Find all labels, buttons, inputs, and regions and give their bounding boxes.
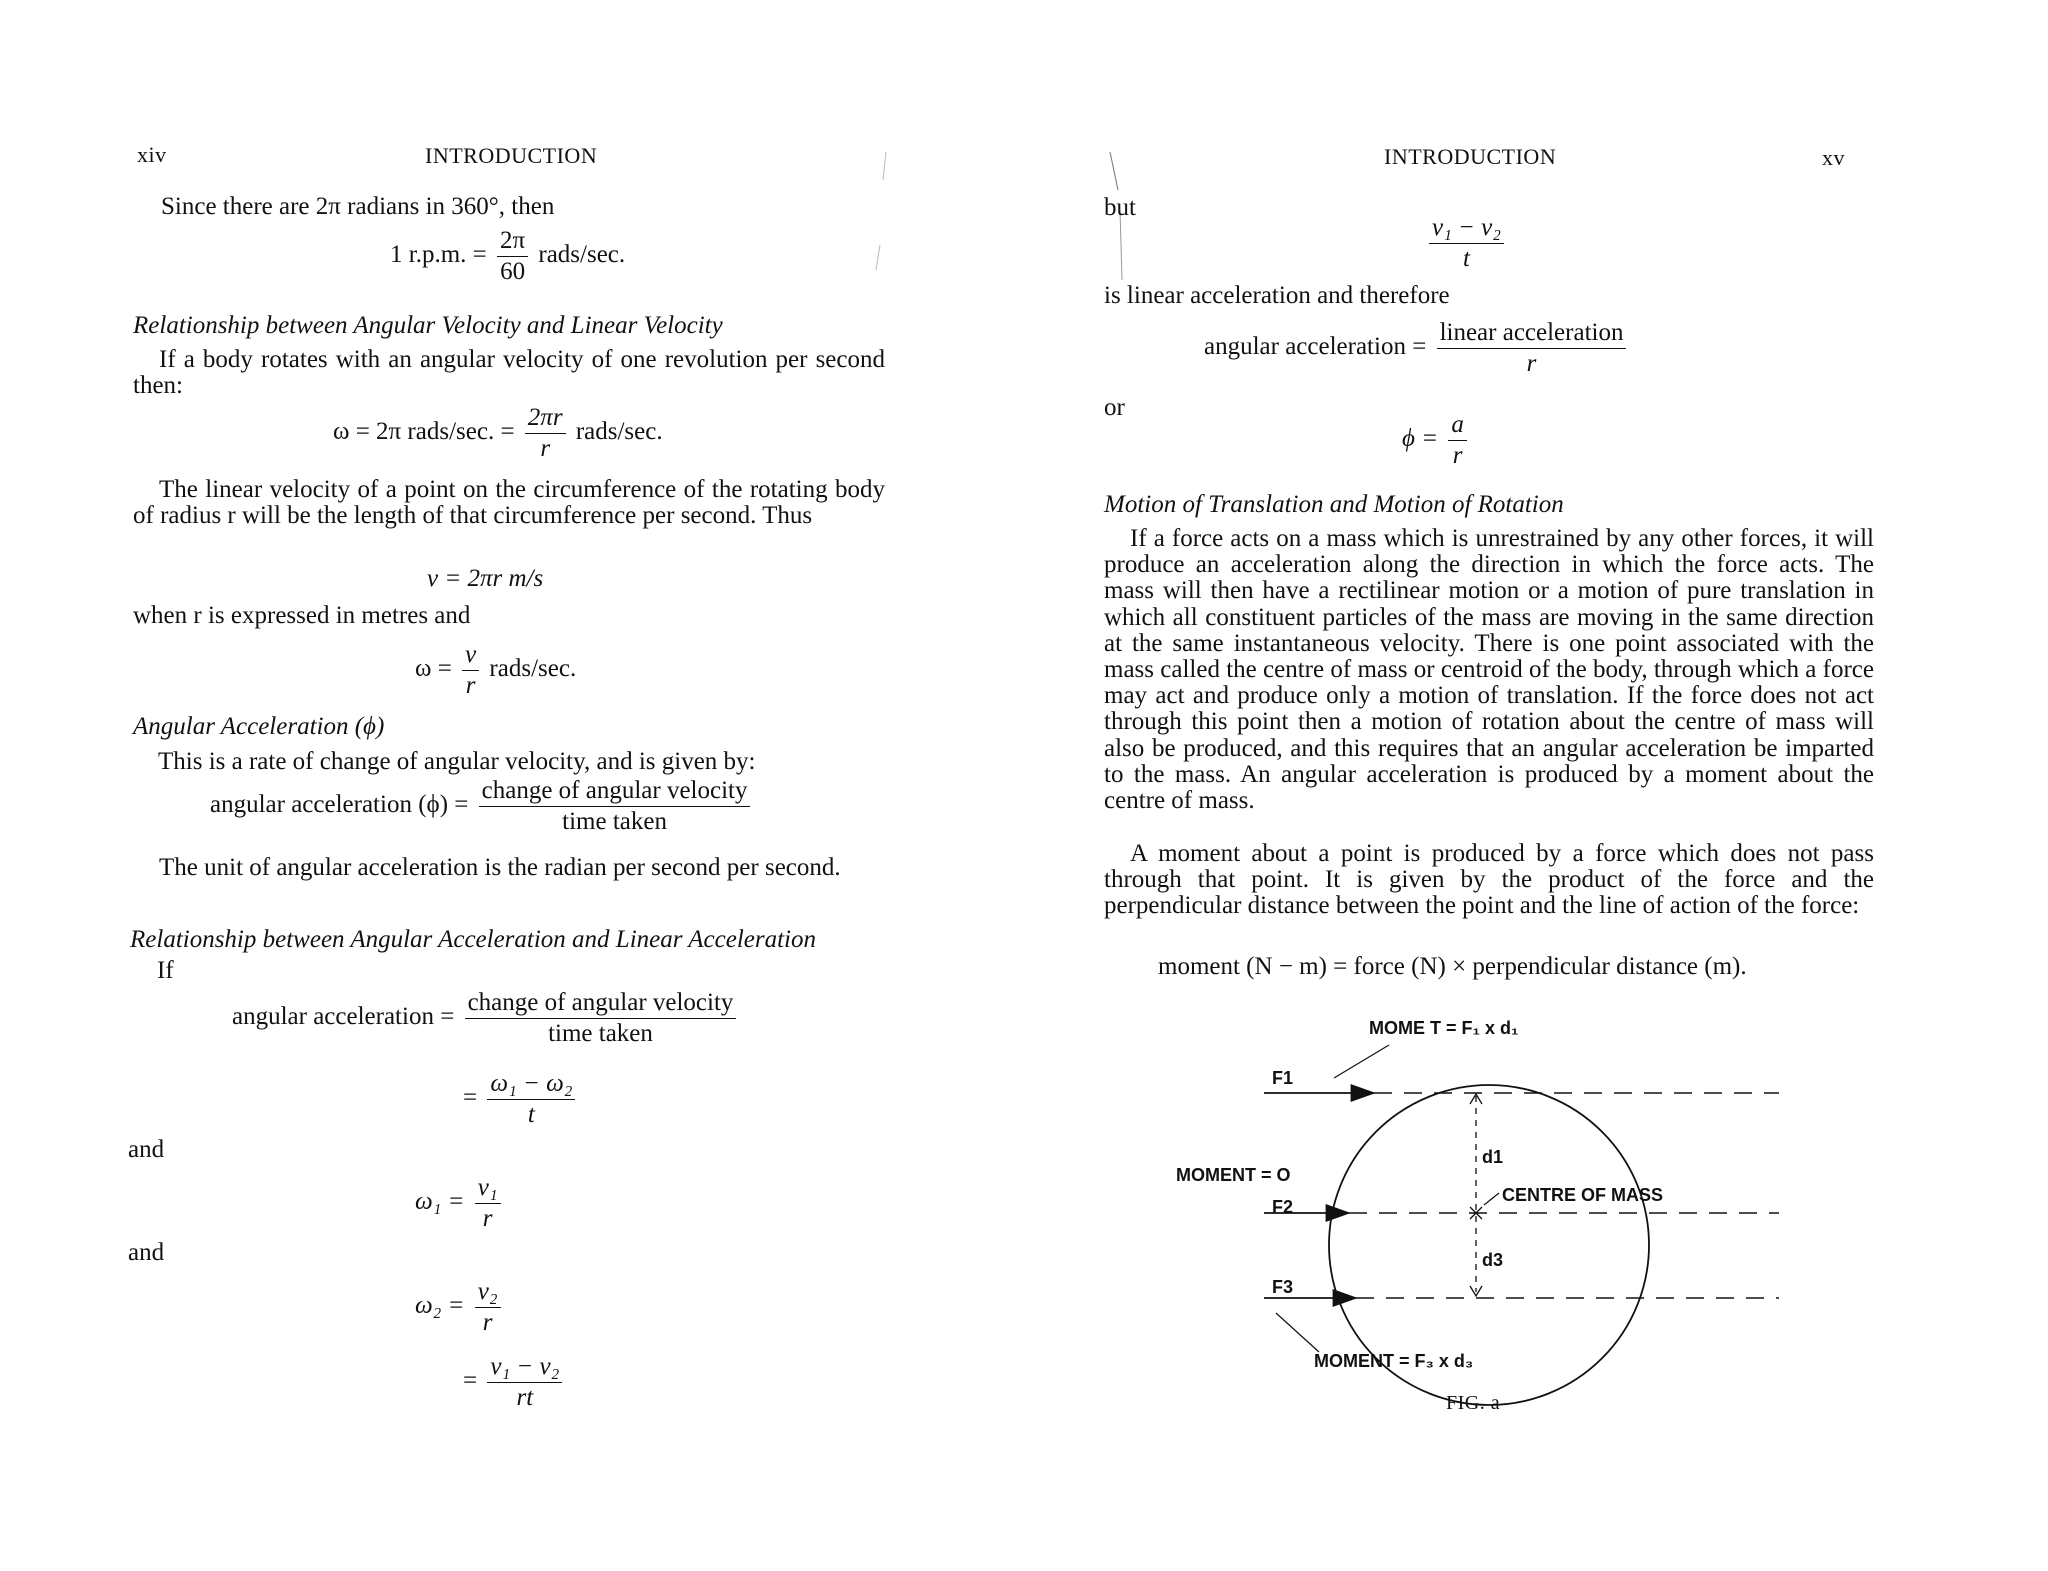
fraction	[475, 1173, 501, 1234]
equation-angular-acceleration	[210, 776, 754, 837]
paragraph	[1104, 841, 1874, 920]
eq-lhs: =	[463, 1367, 478, 1395]
when-line: when r is expressed in metres and	[133, 602, 471, 629]
intro-line: Since there are 2π radians in 360°, then	[161, 193, 555, 220]
eq-lhs: ω = 2π rads/sec. =	[333, 418, 515, 446]
paragraph-text: The linear velocity of a point on the circumference of the rotating body of radius r will be the length of that circumference per second. Thus	[133, 476, 885, 530]
denominator: r	[1452, 442, 1463, 469]
but-word: but	[1104, 194, 1136, 221]
section-heading: Angular Acceleration (ϕ)	[133, 713, 385, 740]
paragraph	[133, 347, 885, 399]
denominator: rt	[516, 1384, 534, 1411]
eq-lhs: ω₂ =	[415, 1292, 465, 1320]
distance-label-d1: d1	[1482, 1147, 1504, 1167]
numerator: a	[1448, 410, 1467, 441]
denominator: r	[482, 1309, 493, 1336]
right-page	[1024, 0, 2048, 1571]
eq-rhs: rads/sec.	[538, 241, 626, 269]
moment-zero-label: MOMENT = O	[1176, 1165, 1291, 1185]
denominator: r	[465, 672, 476, 699]
eq-lhs: angular acceleration =	[1204, 333, 1427, 361]
numerator: v₁ − v₂	[487, 1352, 562, 1383]
fraction	[465, 988, 737, 1049]
moment-figure	[1174, 1000, 1804, 1430]
denominator: r	[482, 1205, 493, 1232]
fraction	[525, 403, 566, 464]
numerator: linear acceleration	[1437, 318, 1627, 349]
numerator: ω₁ − ω₂	[487, 1069, 575, 1100]
section-heading: Relationship between Angular Acceleration and Linear Acceleration	[130, 926, 816, 953]
fraction	[479, 776, 751, 837]
equation-omega2	[415, 1277, 505, 1338]
numerator: change of angular velocity	[465, 988, 737, 1019]
force-label-f3: F3	[1272, 1277, 1294, 1297]
equation-rpm	[390, 226, 625, 287]
margin-scratch-marks	[850, 150, 890, 290]
denominator: t	[527, 1101, 535, 1128]
denominator: t	[1463, 245, 1470, 272]
numerator: change of angular velocity	[479, 776, 751, 807]
distance-label-d3: d3	[1482, 1250, 1504, 1270]
paragraph-text: A moment about a point is produced by a force which does not pass through that point. It is given by the product of the force and the perpendicular distance between the point and the line of action of the force:	[1104, 840, 1874, 920]
equation-omega-v	[415, 640, 576, 701]
numerator: v₂	[475, 1277, 501, 1308]
denominator: 60	[500, 258, 526, 285]
eq-lhs: ω₁ =	[415, 1188, 465, 1216]
fraction	[475, 1277, 501, 1338]
moment-top-label: MOME T = F₁ x d₁	[1369, 1018, 1519, 1038]
running-head-left: INTRODUCTION	[425, 143, 598, 168]
equation-moment: moment (N − m) = force (N) × perpendicular distance (m).	[1158, 953, 1747, 980]
equation-linear-acceleration	[1425, 213, 1508, 274]
eq-lhs: ϕ =	[1402, 425, 1439, 453]
denominator: time taken	[548, 1020, 653, 1047]
section-heading: Motion of Translation and Motion of Rotation	[1104, 491, 1564, 518]
fraction	[1429, 213, 1504, 274]
equation-angular-acceleration-2	[232, 988, 740, 1049]
figure-caption: FIG. a	[1446, 1392, 1501, 1414]
section-heading: Relationship between Angular Velocity and Linear Velocity	[133, 312, 723, 339]
paragraph	[133, 477, 885, 529]
eq-lhs: =	[463, 1084, 478, 1112]
fraction	[1448, 410, 1467, 471]
page-number-right: xv	[1822, 145, 1845, 170]
eq-rhs: rads/sec.	[489, 655, 577, 683]
paragraph	[133, 855, 885, 881]
eq-rhs: rads/sec.	[575, 418, 663, 446]
centre-of-mass-label: CENTRE OF MASS	[1502, 1185, 1664, 1205]
equation-omega-difference	[463, 1069, 579, 1130]
equation-velocity-difference	[463, 1352, 566, 1413]
if-word: If	[157, 957, 174, 984]
moment-bottom-label: MOMENT = F₃ x d₃	[1314, 1351, 1474, 1371]
and-word: and	[128, 1136, 165, 1163]
running-head-right: INTRODUCTION	[1384, 144, 1557, 169]
denominator: r	[540, 435, 551, 462]
denominator: time taken	[562, 808, 667, 835]
or-word: or	[1104, 394, 1125, 421]
paragraph: This is a rate of change of angular velocity, and is given by:	[158, 748, 756, 775]
eq-lhs: angular acceleration (ϕ) =	[210, 791, 469, 819]
equation-omega	[333, 403, 663, 464]
page-number-left: xiv	[137, 142, 167, 167]
is-line: is linear acceleration and therefore	[1104, 282, 1450, 309]
fraction	[1437, 318, 1627, 379]
force-label-f2: F2	[1272, 1197, 1294, 1217]
equation-v: v = 2πr m/s	[427, 565, 544, 592]
paragraph	[1104, 526, 1874, 814]
numerator: 2πr	[525, 403, 566, 434]
eq-lhs: angular acceleration =	[232, 1003, 455, 1031]
fraction	[497, 226, 528, 287]
numerator: v₁	[475, 1173, 501, 1204]
eq-lhs: 1 r.p.m. =	[390, 241, 487, 269]
equation-angular-linear	[1204, 318, 1630, 379]
paragraph-text: If a body rotates with an angular velocity of one revolution per second then:	[133, 346, 885, 400]
denominator: r	[1526, 350, 1537, 377]
equation-phi	[1402, 410, 1471, 471]
fraction	[487, 1069, 575, 1130]
paragraph-text: If a force acts on a mass which is unrestrained by any other forces, it will produce an acceleration along the direction in which the force acts. The mass will then have a rectilinear motion or a motion of pure translation in which all constituent particles of the mass are moving in the same direction at the same instantaneous velocity. There is one point associated with the mass called the centre of mass or centroid of the body, through which a force may act and produce only a motion of translation. If the force does not act through this point then a motion of rotation about the centre of mass will also be produced, and this requires that an angular acceleration be imparted to the mass. An angular acceleration is produced by a moment about the centre of mass.	[1104, 525, 1874, 815]
numerator: v₁ − v₂	[1429, 213, 1504, 244]
numerator: 2π	[497, 226, 528, 257]
fraction	[487, 1352, 562, 1413]
force-label-f1: F1	[1272, 1068, 1294, 1088]
and-word: and	[128, 1239, 165, 1266]
paragraph-text: The unit of angular acceleration is the radian per second per second.	[159, 854, 841, 881]
numerator: v	[462, 640, 479, 671]
equation-omega1	[415, 1173, 505, 1234]
fraction	[462, 640, 479, 701]
eq-lhs: ω =	[415, 655, 452, 683]
